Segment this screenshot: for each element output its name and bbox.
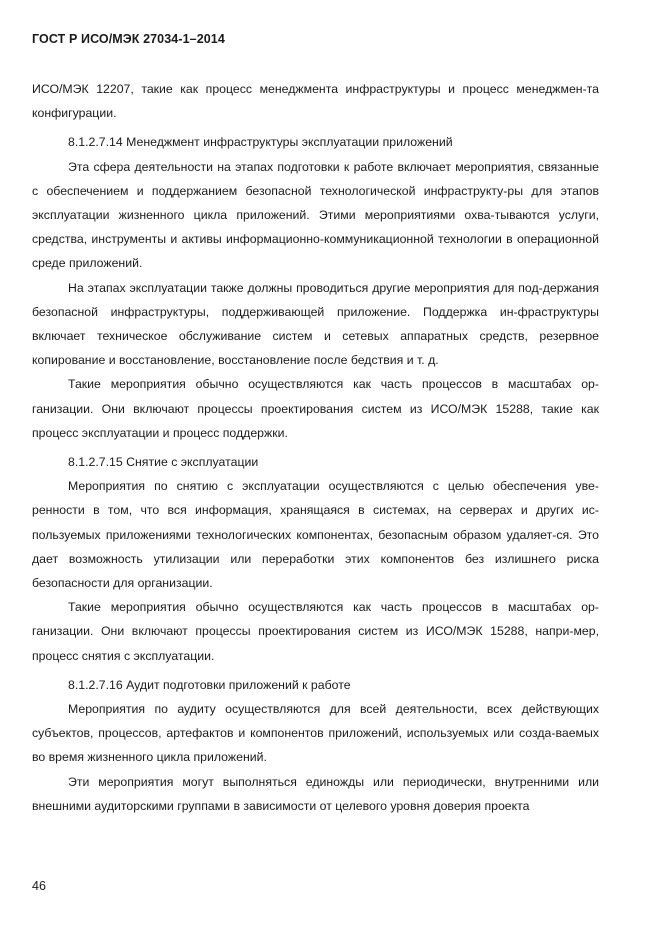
paragraph: Эта сфера деятельности на этапах подготовки к работе включает мероприятия, связанные с обеспечением и поддержанием безопасной технологической инфраструкту-ры для этапов эксплуатации жизненного цикла приложений. Этими мероприятиями охва-тываются услуги, средства, инструменты и активы информационно-коммуникационной технологии в операционной среде приложений.	[32, 159, 599, 271]
document-header: ГОСТ Р ИСО/МЭК 27034-1–2014	[32, 32, 225, 46]
section-heading-8-1-2-7-16: 8.1.2.7.16 Аудит подготовки приложений к работе	[68, 677, 351, 692]
paragraph: Такие мероприятия обычно осуществляются как часть процессов в масштабах ор-ганизации. Они включают процессы проектирования систем из ИСО/МЭК 15288, напри-мер, процесс снятия с эксплуатации.	[32, 600, 599, 663]
paragraph: Такие мероприятия обычно осуществляются как часть процессов в масштабах ор-ганизации. Они включают процессы проектирования систем из ИСО/МЭК 15288, такие как процесс эксплуатации и процесс поддержки.	[32, 377, 599, 440]
paragraph: Эти мероприятия могут выполняться единожды или периодически, внутренними или внешними аудиторскими группами в зависимости от целевого уровня доверия проекта	[32, 774, 599, 813]
paragraph: Мероприятия по аудиту осуществляются для всей деятельности, всех действующих субъектов, процессов, артефактов и компонентов приложений, используемых или созда-ваемых во время жизненного цикла приложений.	[32, 702, 599, 765]
paragraph: Мероприятия по снятию с эксплуатации осуществляются с целью обеспечения уве-ренности в том, что вся информация, хранящаяся в системах, на серверах и других ис-пользуемых приложениями технологических компонентах, безопасным образом удаляет-ся. Это дает возможность утилизации или переработки этих компонентов без излишнего риска безопасности для организации.	[32, 479, 599, 591]
page-number: 46	[32, 879, 46, 893]
paragraph-continuation: ИСО/МЭК 12207, такие как процесс менеджмента инфраструктуры и процесс менеджмен-та конфигурации.	[32, 82, 599, 121]
document-body	[32, 77, 599, 818]
section-heading-8-1-2-7-15: 8.1.2.7.15 Снятие с эксплуатации	[68, 455, 259, 470]
paragraph: На этапах эксплуатации также должны проводиться другие мероприятия для под-держания безопасной инфраструктуры, поддерживающей приложение. Поддержка ин-фраструктуры включает техническое обслуживание систем и сетевых аппаратных средств, резервное копирование и восстановление, восстановление после бедствия и т. д.	[32, 280, 599, 368]
section-heading-8-1-2-7-14: 8.1.2.7.14 Менеджмент инфраструктуры эксплуатации приложений	[68, 135, 453, 150]
